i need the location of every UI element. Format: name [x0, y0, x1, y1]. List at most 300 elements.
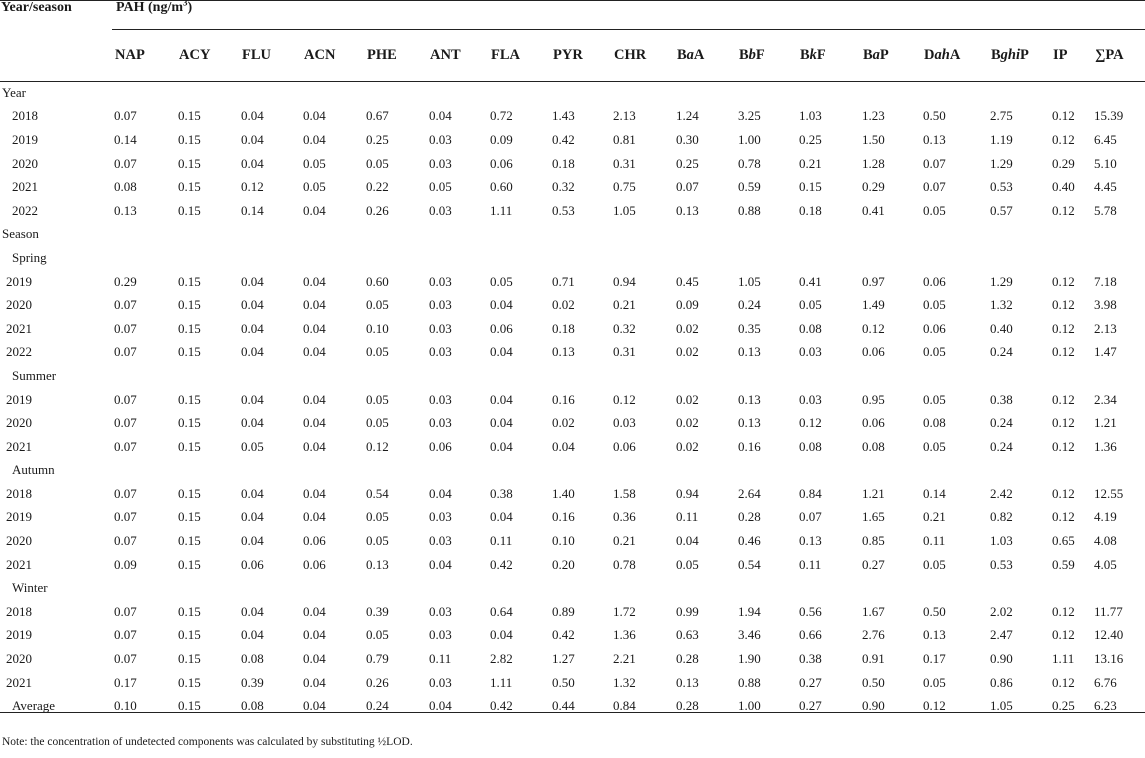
table-cell: 0.31	[613, 344, 636, 360]
table-cell: 0.15	[178, 297, 201, 313]
table-cell: 2.82	[490, 651, 513, 667]
row-label: 2020	[6, 651, 32, 667]
table-cell: 3.46	[738, 627, 761, 643]
table-cell: 0.06	[490, 155, 513, 171]
row-label: 2021	[6, 556, 32, 572]
table-row	[0, 341, 1145, 365]
table-cell: 0.05	[429, 179, 452, 195]
table-cell: 0.35	[738, 320, 761, 336]
table-cell: 0.12	[1052, 415, 1075, 431]
table-cell: 0.07	[114, 509, 137, 525]
column-header: ∑PA	[1095, 46, 1124, 63]
table-cell: 1.40	[552, 485, 575, 501]
table-cell: 0.18	[799, 202, 822, 218]
table-cell: 0.07	[114, 297, 137, 313]
table-cell: 0.12	[1052, 344, 1075, 360]
table-cell: 0.06	[923, 273, 946, 289]
table-cell: 0.04	[241, 131, 264, 147]
table-cell: 2.02	[990, 603, 1013, 619]
table-cell: 0.24	[738, 297, 761, 313]
table-cell: 1.24	[676, 108, 699, 124]
table-cell: 0.04	[241, 297, 264, 313]
table-cell: 1.58	[613, 485, 636, 501]
table-cell: 0.42	[490, 698, 513, 714]
table-cell: 1.03	[990, 533, 1013, 549]
table-cell: 0.07	[114, 627, 137, 643]
table-cell: 0.04	[490, 438, 513, 454]
table-cell: 0.06	[303, 556, 326, 572]
table-cell: 0.03	[429, 533, 452, 549]
table-cell: 0.25	[1052, 698, 1075, 714]
column-header: ANT	[430, 46, 461, 63]
column-header: BbF	[739, 46, 765, 63]
table-cell: 1.21	[1094, 415, 1117, 431]
table-cell: 0.04	[303, 438, 326, 454]
group-row	[0, 223, 1145, 247]
table-cell: 0.07	[923, 155, 946, 171]
table-row	[0, 553, 1145, 577]
table-cell: 12.40	[1094, 627, 1124, 643]
header-row-1	[0, 0, 1145, 29]
table-cell: 0.42	[552, 131, 575, 147]
table-cell: 0.04	[303, 627, 326, 643]
table-cell: 11.77	[1094, 603, 1123, 619]
table-cell: 0.21	[799, 155, 822, 171]
table-cell: 0.15	[178, 415, 201, 431]
table-cell: 0.24	[990, 344, 1013, 360]
table-cell: 0.07	[114, 344, 137, 360]
table-cell: 0.21	[613, 533, 636, 549]
table-cell: 0.07	[114, 155, 137, 171]
table-cell: 0.13	[738, 391, 761, 407]
table-cell: 0.07	[114, 320, 137, 336]
pah-unit-text: PAH (ng/m	[116, 0, 184, 15]
table-cell: 0.44	[552, 698, 575, 714]
table-cell: 0.78	[738, 155, 761, 171]
table-cell: 0.04	[241, 273, 264, 289]
column-header: ACY	[179, 46, 211, 63]
table-cell: 0.81	[613, 131, 636, 147]
table-cell: 0.02	[676, 320, 699, 336]
table-cell: 3.25	[738, 108, 761, 124]
table-cell: 0.85	[862, 533, 885, 549]
table-cell: 0.15	[178, 438, 201, 454]
table-cell: 0.12	[1052, 603, 1075, 619]
table-cell: 0.39	[366, 603, 389, 619]
table-cell: 0.11	[923, 533, 946, 549]
table-cell: 0.04	[303, 273, 326, 289]
table-cell: 0.03	[429, 320, 452, 336]
table-cell: 2.13	[1094, 320, 1117, 336]
table-cell: 0.15	[178, 179, 201, 195]
group-label: Year	[2, 84, 26, 100]
table-cell: 0.50	[552, 674, 575, 690]
table-cell: 0.90	[862, 698, 885, 714]
pah-unit-suffix: )	[187, 0, 193, 15]
table-cell: 0.16	[552, 509, 575, 525]
table-cell: 0.88	[738, 674, 761, 690]
table-cell: 2.34	[1094, 391, 1117, 407]
row-label: 2019	[12, 131, 38, 147]
table-cell: 2.75	[990, 108, 1013, 124]
table-cell: 0.12	[1052, 297, 1075, 313]
table-cell: 0.05	[923, 344, 946, 360]
table-cell: 0.15	[178, 273, 201, 289]
table-cell: 0.07	[114, 108, 137, 124]
table-cell: 0.07	[114, 533, 137, 549]
column-header: IP	[1053, 46, 1068, 63]
table-cell: 0.05	[366, 509, 389, 525]
table-cell: 6.23	[1094, 698, 1117, 714]
table-cell: 0.40	[1052, 179, 1075, 195]
table-cell: 0.02	[552, 297, 575, 313]
table-cell: 0.04	[303, 344, 326, 360]
table-cell: 0.28	[676, 651, 699, 667]
table-cell: 0.15	[178, 155, 201, 171]
table-cell: 1.36	[1094, 438, 1117, 454]
table-cell: 0.04	[241, 533, 264, 549]
table-cell: 0.45	[676, 273, 699, 289]
row-label: 2018	[6, 603, 32, 619]
table-row	[0, 388, 1145, 412]
table-cell: 0.60	[366, 273, 389, 289]
group-label: Summer	[12, 367, 57, 383]
table-cell: 0.07	[114, 438, 137, 454]
header-row-2	[0, 29, 1145, 81]
table-cell: 0.05	[366, 533, 389, 549]
table-cell: 0.50	[923, 108, 946, 124]
table-cell: 0.04	[429, 698, 452, 714]
table-bottom-rule	[0, 712, 1145, 713]
table-cell: 0.13	[923, 131, 946, 147]
table-cell: 0.05	[241, 438, 264, 454]
table-cell: 0.05	[923, 202, 946, 218]
table-cell: 0.12	[1052, 674, 1075, 690]
table-cell: 5.10	[1094, 155, 1117, 171]
table-cell: 0.79	[366, 651, 389, 667]
table-cell: 0.10	[114, 698, 137, 714]
table-cell: 0.12	[613, 391, 636, 407]
group-label: Season	[2, 226, 39, 242]
table-cell: 0.75	[613, 179, 636, 195]
table-footnote: Note: the concentration of undetected components was calculated by substituting ½LOD.	[2, 736, 413, 748]
table-cell: 0.50	[862, 674, 885, 690]
table-cell: 0.05	[366, 155, 389, 171]
table-cell: 1.49	[862, 297, 885, 313]
table-cell: 0.12	[1052, 391, 1075, 407]
table-cell: 0.07	[114, 603, 137, 619]
table-cell: 0.12	[241, 179, 264, 195]
table-cell: 1.29	[990, 273, 1013, 289]
table-cell: 0.46	[738, 533, 761, 549]
table-cell: 0.94	[613, 273, 636, 289]
table-cell: 1.94	[738, 603, 761, 619]
table-cell: 0.25	[366, 131, 389, 147]
table-cell: 0.05	[366, 415, 389, 431]
table-cell: 0.08	[241, 698, 264, 714]
table-cell: 0.08	[923, 415, 946, 431]
table-cell: 0.20	[552, 556, 575, 572]
table-cell: 0.14	[923, 485, 946, 501]
table-cell: 1.43	[552, 108, 575, 124]
row-label: 2021	[6, 438, 32, 454]
table-cell: 0.17	[923, 651, 946, 667]
table-cell: 0.15	[178, 674, 201, 690]
table-cell: 0.90	[990, 651, 1013, 667]
table-row	[0, 152, 1145, 176]
table-cell: 0.24	[990, 438, 1013, 454]
table-cell: 0.13	[738, 415, 761, 431]
column-header: ACN	[304, 46, 336, 63]
row-label: 2022	[12, 202, 38, 218]
table-cell: 0.28	[738, 509, 761, 525]
table-cell: 0.84	[799, 485, 822, 501]
table-cell: 0.04	[303, 108, 326, 124]
table-cell: 0.07	[114, 485, 137, 501]
table-cell: 4.05	[1094, 556, 1117, 572]
table-cell: 0.15	[178, 698, 201, 714]
table-cell: 0.05	[923, 674, 946, 690]
group-label: Winter	[12, 580, 48, 596]
table-cell: 0.05	[490, 273, 513, 289]
table-row	[0, 293, 1145, 317]
table-cell: 0.28	[676, 698, 699, 714]
table-cell: 0.04	[303, 415, 326, 431]
table-cell: 0.06	[303, 533, 326, 549]
table-cell: 0.08	[799, 438, 822, 454]
table-cell: 0.04	[490, 509, 513, 525]
table-cell: 0.27	[862, 556, 885, 572]
table-cell: 0.63	[676, 627, 699, 643]
table-cell: 0.54	[738, 556, 761, 572]
table-cell: 0.32	[613, 320, 636, 336]
group-label: Autumn	[12, 462, 55, 478]
table-cell: 0.99	[676, 603, 699, 619]
table-cell: 1.32	[613, 674, 636, 690]
table-cell: 0.03	[429, 603, 452, 619]
table-cell: 2.47	[990, 627, 1013, 643]
table-cell: 0.05	[366, 627, 389, 643]
table-cell: 2.21	[613, 651, 636, 667]
table-cell: 0.59	[738, 179, 761, 195]
table-cell: 0.11	[490, 533, 513, 549]
table-cell: 0.03	[429, 155, 452, 171]
column-header: CHR	[614, 46, 647, 63]
row-label: 2021	[6, 674, 32, 690]
table-cell: 0.12	[366, 438, 389, 454]
table-cell: 0.04	[241, 485, 264, 501]
table-cell: 4.45	[1094, 179, 1117, 195]
group-row	[0, 364, 1145, 388]
blank-header-cell	[0, 29, 112, 81]
table-cell: 0.31	[613, 155, 636, 171]
table-cell: 0.04	[490, 627, 513, 643]
table-cell: 0.97	[862, 273, 885, 289]
table-cell: 1.29	[990, 155, 1013, 171]
table-cell: 0.53	[990, 179, 1013, 195]
row-label: 2020	[6, 533, 32, 549]
table-cell: 2.76	[862, 627, 885, 643]
column-header: NAP	[115, 46, 145, 63]
table-cell: 0.64	[490, 603, 513, 619]
table-cell: 0.21	[923, 509, 946, 525]
table-cell: 0.42	[552, 627, 575, 643]
table-cell: 0.08	[114, 179, 137, 195]
group-row	[0, 576, 1145, 600]
table-cell: 1.11	[490, 202, 513, 218]
table-cell: 2.13	[613, 108, 636, 124]
row-label: 2021	[12, 179, 38, 195]
table-cell: 0.25	[676, 155, 699, 171]
table-cell: 0.13	[366, 556, 389, 572]
table-cell: 0.26	[366, 202, 389, 218]
table-cell: 0.02	[676, 344, 699, 360]
table-cell: 0.02	[676, 415, 699, 431]
table-cell: 6.76	[1094, 674, 1117, 690]
table-cell: 0.21	[613, 297, 636, 313]
table-cell: 0.03	[429, 509, 452, 525]
table-cell: 0.41	[862, 202, 885, 218]
table-cell: 0.07	[676, 179, 699, 195]
table-cell: 0.02	[676, 438, 699, 454]
table-cell: 0.38	[990, 391, 1013, 407]
table-cell: 0.53	[990, 556, 1013, 572]
table-cell: 0.05	[799, 297, 822, 313]
table-cell: 0.13	[923, 627, 946, 643]
table-cell: 0.72	[490, 108, 513, 124]
table-cell: 0.04	[241, 155, 264, 171]
table-cell: 0.86	[990, 674, 1013, 690]
table-cell: 0.07	[923, 179, 946, 195]
row-label: 2018	[6, 485, 32, 501]
row-label: 2019	[6, 273, 32, 289]
table-cell: 0.04	[241, 603, 264, 619]
table-cell: 0.13	[114, 202, 137, 218]
table-cell: 0.04	[303, 509, 326, 525]
table-cell: 0.07	[114, 415, 137, 431]
table-cell: 0.03	[613, 415, 636, 431]
table-cell: 4.19	[1094, 509, 1117, 525]
table-cell: 3.98	[1094, 297, 1117, 313]
table-cell: 1.23	[862, 108, 885, 124]
table-cell: 0.15	[178, 651, 201, 667]
table-cell: 0.12	[1052, 131, 1075, 147]
table-cell: 1.67	[862, 603, 885, 619]
table-cell: 0.04	[429, 108, 452, 124]
table-row	[0, 199, 1145, 223]
pah-unit-header	[112, 0, 1145, 29]
row-label: 2018	[12, 108, 38, 124]
table-row	[0, 175, 1145, 199]
table-cell: 0.05	[303, 155, 326, 171]
table-cell: 0.95	[862, 391, 885, 407]
table-cell: 0.38	[490, 485, 513, 501]
table-cell: 0.13	[676, 202, 699, 218]
column-header: BaP	[863, 46, 889, 63]
table-cell: 0.06	[862, 415, 885, 431]
table-cell: 0.04	[303, 485, 326, 501]
table-cell: 0.04	[429, 556, 452, 572]
table-cell: 0.15	[178, 509, 201, 525]
table-cell: 0.82	[990, 509, 1013, 525]
table-body	[0, 81, 1145, 718]
table-cell: 0.05	[366, 391, 389, 407]
table-row	[0, 624, 1145, 648]
table-row	[0, 671, 1145, 695]
table-cell: 0.26	[366, 674, 389, 690]
table-cell: 0.56	[799, 603, 822, 619]
table-cell: 1.05	[613, 202, 636, 218]
table-cell: 0.05	[366, 344, 389, 360]
table-cell: 0.22	[366, 179, 389, 195]
table-cell: 0.15	[178, 344, 201, 360]
column-header: PYR	[553, 46, 583, 63]
table-cell: 0.40	[990, 320, 1013, 336]
table-cell: 0.03	[429, 297, 452, 313]
table-cell: 1.27	[552, 651, 575, 667]
table-cell: 0.04	[241, 344, 264, 360]
table-cell: 0.12	[862, 320, 885, 336]
table-cell: 0.04	[490, 344, 513, 360]
column-header: BghiP	[991, 46, 1029, 63]
table-row	[0, 506, 1145, 530]
table-cell: 0.12	[1052, 438, 1075, 454]
table-cell: 0.12	[1052, 509, 1075, 525]
table-cell: 0.60	[490, 179, 513, 195]
table-cell: 0.67	[366, 108, 389, 124]
table-row	[0, 435, 1145, 459]
table-cell: 0.03	[429, 391, 452, 407]
table-cell: 0.04	[241, 391, 264, 407]
table-cell: 0.04	[303, 320, 326, 336]
table-cell: 0.18	[552, 155, 575, 171]
table-cell: 0.04	[241, 627, 264, 643]
row-label: 2020	[6, 297, 32, 313]
table-cell: 0.12	[1052, 485, 1075, 501]
table-cell: 2.64	[738, 485, 761, 501]
table-cell: 1.36	[613, 627, 636, 643]
table-cell: 0.03	[429, 202, 452, 218]
table-cell: 0.03	[429, 627, 452, 643]
table-cell: 0.15	[178, 603, 201, 619]
table-cell: 0.02	[552, 415, 575, 431]
table-cell: 0.15	[178, 533, 201, 549]
table-row	[0, 647, 1145, 671]
column-header: FLA	[491, 46, 520, 63]
table-cell: 0.08	[862, 438, 885, 454]
table-row	[0, 317, 1145, 341]
group-label: Spring	[12, 249, 47, 265]
table-cell: 0.05	[923, 297, 946, 313]
table-cell: 1.00	[738, 698, 761, 714]
table-cell: 13.16	[1094, 651, 1124, 667]
table-cell: 0.42	[490, 556, 513, 572]
table-cell: 0.04	[241, 509, 264, 525]
table-cell: 0.15	[178, 627, 201, 643]
table-row	[0, 270, 1145, 294]
table-cell: 0.04	[303, 651, 326, 667]
table-cell: 0.32	[552, 179, 575, 195]
table-cell: 7.18	[1094, 273, 1117, 289]
table-cell: 1.90	[738, 651, 761, 667]
table-cell: 0.50	[923, 603, 946, 619]
table-cell: 0.03	[429, 674, 452, 690]
table-cell: 0.04	[490, 391, 513, 407]
column-header: FLU	[242, 46, 271, 63]
table-cell: 0.04	[303, 698, 326, 714]
table-cell: 1.21	[862, 485, 885, 501]
table-cell: 0.03	[799, 391, 822, 407]
